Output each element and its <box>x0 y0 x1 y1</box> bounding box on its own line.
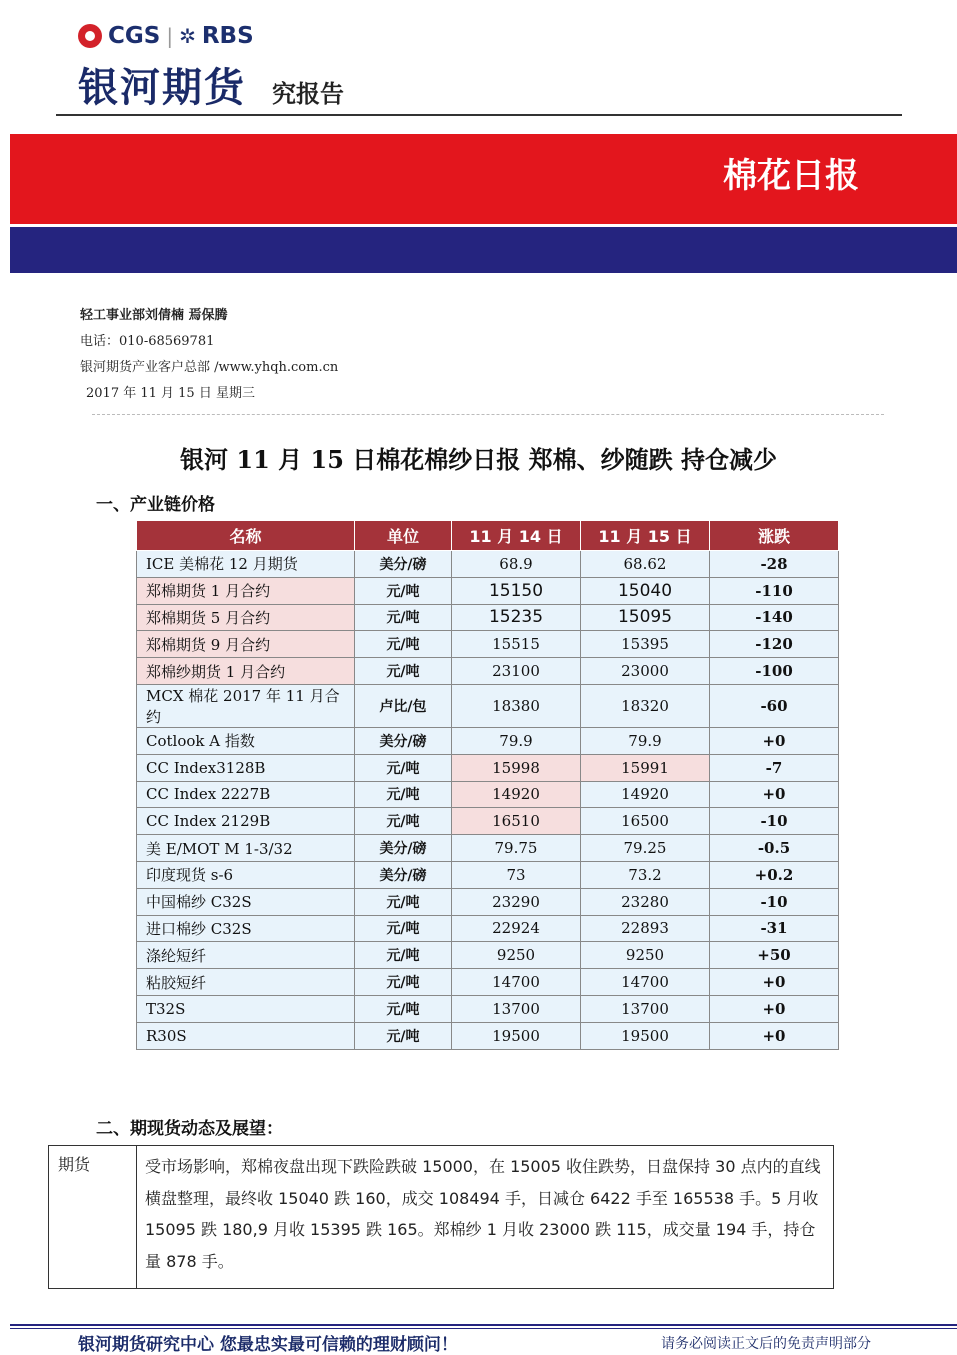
row-unit: 元/吨 <box>355 969 452 996</box>
footer-rule <box>10 1324 957 1326</box>
logo-cgs-text: CGS <box>108 23 161 49</box>
row-value-d15: 68.62 <box>581 551 710 578</box>
row-value-d14: 15998 <box>452 754 581 781</box>
header-change: 涨跌 <box>710 521 839 551</box>
outlook-row <box>49 1146 834 1289</box>
row-value-d14: 73 <box>452 861 581 888</box>
phone-line: 电话：010-68569781 <box>80 334 215 349</box>
row-value-d15: 79.9 <box>581 727 710 754</box>
row-unit: 元/吨 <box>355 658 452 685</box>
row-unit: 元/吨 <box>355 781 452 808</box>
row-unit: 元/吨 <box>355 808 452 835</box>
row-name: 美 E/MOT M 1-3/32 <box>137 835 355 862</box>
row-change: +0 <box>710 781 839 808</box>
row-value-d15: 18320 <box>581 684 710 727</box>
row-name: 郑棉期货 5 月合约 <box>137 604 355 631</box>
row-name: ICE 美棉花 12 月期货 <box>137 551 355 578</box>
row-name: CC Index3128B <box>137 754 355 781</box>
row-change: -60 <box>710 684 839 727</box>
row-name: 郑棉期货 9 月合约 <box>137 631 355 658</box>
header-divider <box>56 114 902 116</box>
row-value-d14: 15235 <box>452 604 581 631</box>
table-row <box>137 1022 839 1049</box>
row-change: -100 <box>710 658 839 685</box>
section-heading-outlook: 二、期现货动态及展望： <box>96 1119 283 1139</box>
row-name: CC Index 2227B <box>137 781 355 808</box>
footer-rule-thin <box>10 1328 957 1329</box>
row-name: MCX 棉花 2017 年 11 月合约 <box>137 684 355 727</box>
table-row <box>137 658 839 685</box>
logo-separator: | <box>166 24 174 48</box>
row-value-d14: 22924 <box>452 915 581 942</box>
outlook-label: 期货 <box>49 1146 137 1289</box>
row-change: -10 <box>710 808 839 835</box>
analyst-line: 轻工事业部刘倩楠 焉保腾 <box>80 308 228 323</box>
row-value-d14: 23100 <box>452 658 581 685</box>
table-row <box>137 942 839 969</box>
header-date-1: 11 月 14 日 <box>452 521 581 551</box>
row-value-d14: 15515 <box>452 631 581 658</box>
row-value-d14: 14700 <box>452 969 581 996</box>
row-unit: 卢比/包 <box>355 684 452 727</box>
outlook-text: 受市场影响，郑棉夜盘出现下跌险跌破 15000，在 15005 收住跌势，日盘保持 30 点内的直线横盘整理，最终收 15040 跌 160，成交 108494 手，日减仓 6422 手至 165538 手。5 月收 15095 跌 180,9 月收 15395 跌 165。郑棉纱 1 月收 23000 跌 115，成交量 194 手，持仓量 878 手。 <box>137 1146 834 1289</box>
table-row <box>137 969 839 996</box>
row-unit: 元/吨 <box>355 577 452 604</box>
report-type: 究报告 <box>272 80 344 108</box>
table-row <box>137 604 839 631</box>
row-value-d14: 13700 <box>452 995 581 1022</box>
price-table <box>136 520 839 1050</box>
row-change: -7 <box>710 754 839 781</box>
row-name: 郑棉纱期货 1 月合约 <box>137 658 355 685</box>
row-name: 郑棉期货 1 月合约 <box>137 577 355 604</box>
row-unit: 美分/磅 <box>355 835 452 862</box>
row-unit: 元/吨 <box>355 995 452 1022</box>
row-value-d15: 13700 <box>581 995 710 1022</box>
header-date-2: 11 月 15 日 <box>581 521 710 551</box>
row-unit: 美分/磅 <box>355 551 452 578</box>
row-change: -10 <box>710 888 839 915</box>
row-value-d14: 18380 <box>452 684 581 727</box>
table-row <box>137 754 839 781</box>
row-value-d14: 14920 <box>452 781 581 808</box>
row-value-d15: 23000 <box>581 658 710 685</box>
row-unit: 美分/磅 <box>355 727 452 754</box>
row-value-d15: 14920 <box>581 781 710 808</box>
company-name: 银河期货 <box>78 65 246 111</box>
row-name: Cotlook A 指数 <box>137 727 355 754</box>
row-change: -28 <box>710 551 839 578</box>
table-row <box>137 835 839 862</box>
row-change: +0 <box>710 1022 839 1049</box>
row-value-d14: 19500 <box>452 1022 581 1049</box>
row-unit: 元/吨 <box>355 915 452 942</box>
row-name: CC Index 2129B <box>137 808 355 835</box>
row-value-d15: 9250 <box>581 942 710 969</box>
row-change: -31 <box>710 915 839 942</box>
cgs-logo-icon <box>78 24 102 48</box>
row-value-d15: 16500 <box>581 808 710 835</box>
row-change: -140 <box>710 604 839 631</box>
row-change: -120 <box>710 631 839 658</box>
row-name: 粘胶短纤 <box>137 969 355 996</box>
row-value-d15: 22893 <box>581 915 710 942</box>
footer-slogan: 银河期货研究中心 您最忠实最可信赖的理财顾问！ <box>78 1335 458 1355</box>
row-value-d14: 23290 <box>452 888 581 915</box>
row-change: -110 <box>710 577 839 604</box>
table-row <box>137 888 839 915</box>
table-row <box>137 861 839 888</box>
banner-title: 棉花日报 <box>723 156 859 196</box>
row-unit: 元/吨 <box>355 1022 452 1049</box>
table-row <box>137 808 839 835</box>
row-value-d14: 79.75 <box>452 835 581 862</box>
row-change: +50 <box>710 942 839 969</box>
table-row <box>137 727 839 754</box>
row-value-d14: 79.9 <box>452 727 581 754</box>
row-value-d14: 16510 <box>452 808 581 835</box>
report-date: 2017 年 11 月 15 日 星期三 <box>86 386 255 401</box>
table-row <box>137 631 839 658</box>
row-value-d15: 15040 <box>581 577 710 604</box>
row-unit: 元/吨 <box>355 754 452 781</box>
row-change: +0 <box>710 995 839 1022</box>
row-unit: 元/吨 <box>355 604 452 631</box>
document-title: 银河 11 月 15 日棉花棉纱日报 郑棉、纱随跌 持仓减少 <box>180 445 777 474</box>
row-name: 中国棉纱 C32S <box>137 888 355 915</box>
header-name: 名称 <box>137 521 355 551</box>
row-change: +0 <box>710 727 839 754</box>
logo-rbs-text: RBS <box>201 23 254 49</box>
row-value-d14: 15150 <box>452 577 581 604</box>
row-value-d15: 23280 <box>581 888 710 915</box>
meta-divider <box>92 414 884 415</box>
row-value-d15: 14700 <box>581 969 710 996</box>
row-change: -0.5 <box>710 835 839 862</box>
table-row <box>137 995 839 1022</box>
row-name: 进口棉纱 C32S <box>137 915 355 942</box>
banner-blue-band <box>10 227 957 273</box>
table-row <box>137 684 839 727</box>
outlook-table <box>48 1145 834 1289</box>
row-unit: 元/吨 <box>355 942 452 969</box>
row-value-d14: 68.9 <box>452 551 581 578</box>
row-value-d15: 15395 <box>581 631 710 658</box>
row-change: +0 <box>710 969 839 996</box>
logo <box>78 20 254 52</box>
row-unit: 元/吨 <box>355 888 452 915</box>
row-value-d15: 15991 <box>581 754 710 781</box>
table-row <box>137 551 839 578</box>
department-line: 银河期货产业客户总部 /www.yhqh.com.cn <box>80 360 339 375</box>
row-change: +0.2 <box>710 861 839 888</box>
row-value-d14: 9250 <box>452 942 581 969</box>
footer-disclaimer: 请务必阅读正文后的免责声明部分 <box>661 1336 871 1352</box>
row-name: T32S <box>137 995 355 1022</box>
row-name: 涤纶短纤 <box>137 942 355 969</box>
rbs-logo-icon: ✲ <box>179 24 196 48</box>
row-name: R30S <box>137 1022 355 1049</box>
table-row <box>137 577 839 604</box>
section-heading-prices: 一、产业链价格 <box>96 495 215 515</box>
row-name: 印度现货 s-6 <box>137 861 355 888</box>
row-unit: 美分/磅 <box>355 861 452 888</box>
row-value-d15: 79.25 <box>581 835 710 862</box>
table-row <box>137 915 839 942</box>
table-row <box>137 781 839 808</box>
row-value-d15: 15095 <box>581 604 710 631</box>
table-header-row <box>137 521 839 551</box>
row-value-d15: 73.2 <box>581 861 710 888</box>
row-value-d15: 19500 <box>581 1022 710 1049</box>
header-unit: 单位 <box>355 521 452 551</box>
row-unit: 元/吨 <box>355 631 452 658</box>
